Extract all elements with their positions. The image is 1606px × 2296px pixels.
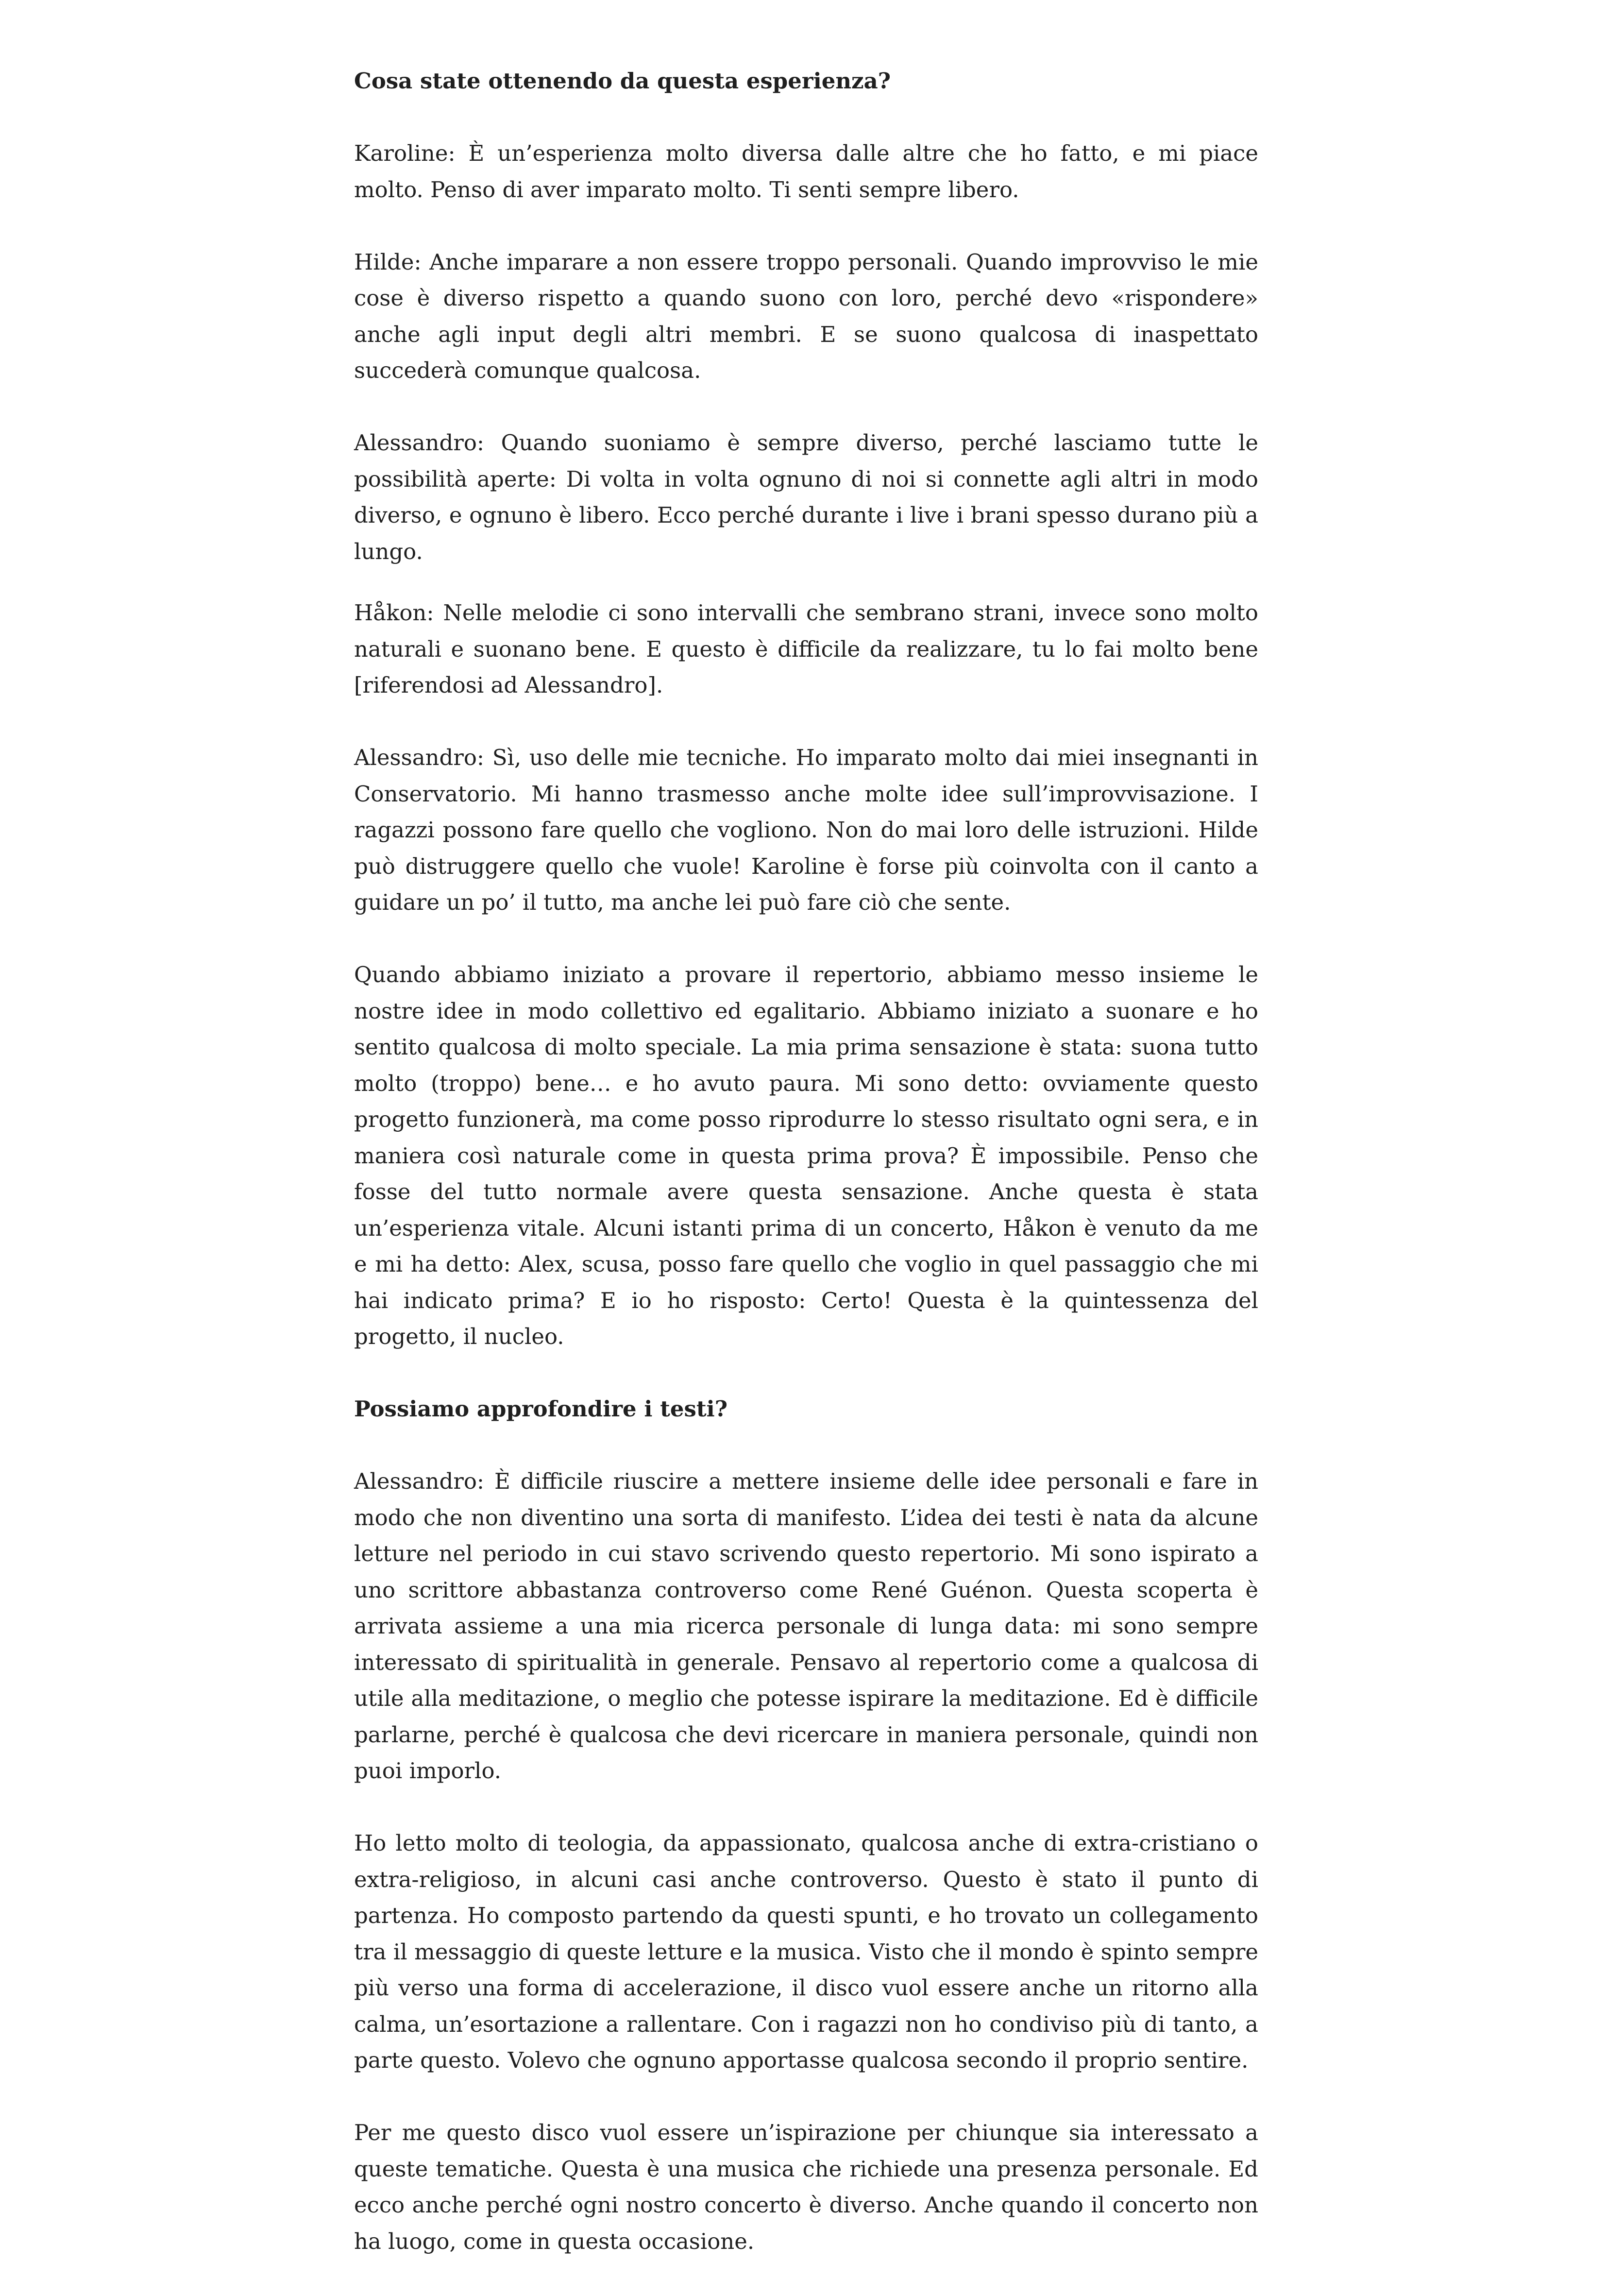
- paragraph: Quando abbiamo iniziato a provare il repertorio, abbiamo messo insieme le nostre idee in modo collettivo ed egalitario. Abbiamo iniziato a suonare e ho sentito qualcosa di molto speciale. La mia prima sensazione è stata: suona tutto molto (troppo) bene… e ho avuto paura. Mi sono detto: ovviamente questo progetto funzionerà, ma come posso riprodurre lo stesso risultato ogni sera, e in maniera così naturale come in questa prima prova? È impossibile. Penso che fosse del tutto normale avere questa sensazione. Anche questa è stata un’esperienza vitale. Alcuni istanti prima di un concerto, Håkon è venuto da me e mi ha detto: Alex, scusa, posso fare quello che voglio in quel passaggio che mi hai indicato prima? E io ho risposto: Certo! Questa è la quintessenza del progetto, il nucleo.: [354, 962, 1258, 1349]
- section-heading: Cosa state ottenendo da questa esperienza?: [354, 68, 891, 94]
- paragraph: Hilde: Anche imparare a non essere troppo personali. Quando improvviso le mie cose è diverso rispetto a quando suono con loro, perché devo «rispondere» anche agli input degli altri membri. E se suono qualcosa di inaspettato succederà comunque qualcosa.: [354, 249, 1258, 383]
- paragraph: Karoline: È un’esperienza molto diversa dalle altre che ho fatto, e mi piace molto. Penso di aver imparato molto. Ti senti sempre libero.: [354, 140, 1258, 203]
- paragraph: Håkon: Nelle melodie ci sono intervalli che sembrano strani, invece sono molto naturali e suonano bene. E questo è difficile da realizzare, tu lo fai molto bene [riferendosi ad Alessandro].: [354, 600, 1258, 698]
- paragraph: Alessandro: Quando suoniamo è sempre diverso, perché lasciamo tutte le possibilità aperte: Di volta in volta ognuno di noi si connette agli altri in modo diverso, e ognuno è libero. Ecco perché durante i live i brani spesso durano più a lungo.: [354, 430, 1258, 564]
- paragraph: Alessandro: Sì, uso delle mie tecniche. Ho imparato molto dai miei insegnanti in Conservatorio. Mi hanno trasmesso anche molte idee sull’improvvisazione. I ragazzi possono fare quello che vogliono. Non do mai loro delle istruzioni. Hilde può distruggere quello che vuole! Karoline è forse più coinvolta con il canto a guidare un po’ il tutto, ma anche lei può fare ciò che sente.: [354, 745, 1258, 915]
- section-heading: Possiamo approfondire i testi?: [354, 1396, 728, 1422]
- paragraph: Alessandro: È difficile riuscire a mettere insieme delle idee personali e fare in modo che non diventino una sorta di manifesto. L’idea dei testi è nata da alcune letture nel periodo in cui stavo scrivendo questo repertorio. Mi sono ispirato a uno scrittore abbastanza controverso come René Guénon. Questa scoperta è arrivata assieme a una mia ricerca personale di lunga data: mi sono sempre interessato di spiritualità in generale. Pensavo al repertorio come a qualcosa di utile alla meditazione, o meglio che potesse ispirare la meditazione. Ed è difficile parlarne, perché è qualcosa che devi ricercare in maniera personale, quindi non puoi imporlo.: [354, 1468, 1258, 1784]
- article-body: [354, 63, 1258, 2296]
- paragraph: Per me questo disco vuol essere un’ispirazione per chiunque sia interessato a queste tematiche. Questa è una musica che richiede una presenza personale. Ed ecco anche perché ogni nostro concerto è diverso. Anche quando il concerto non ha luogo, come in questa occasione.: [354, 2120, 1258, 2254]
- paragraph: Ho letto molto di teologia, da appassionato, qualcosa anche di extra-cristiano o extra-religioso, in alcuni casi anche controverso. Questo è stato il punto di partenza. Ho composto partendo da questi spunti, e ho trovato un collegamento tra il messaggio di queste letture e la musica. Visto che il mondo è spinto sempre più verso una forma di accelerazione, il disco vuol essere anche un ritorno alla calma, un’esortazione a rallentare. Con i ragazzi non ho condiviso più di tanto, a parte questo. Volevo che ognuno apportasse qualcosa secondo il proprio sentire.: [354, 1830, 1258, 2073]
